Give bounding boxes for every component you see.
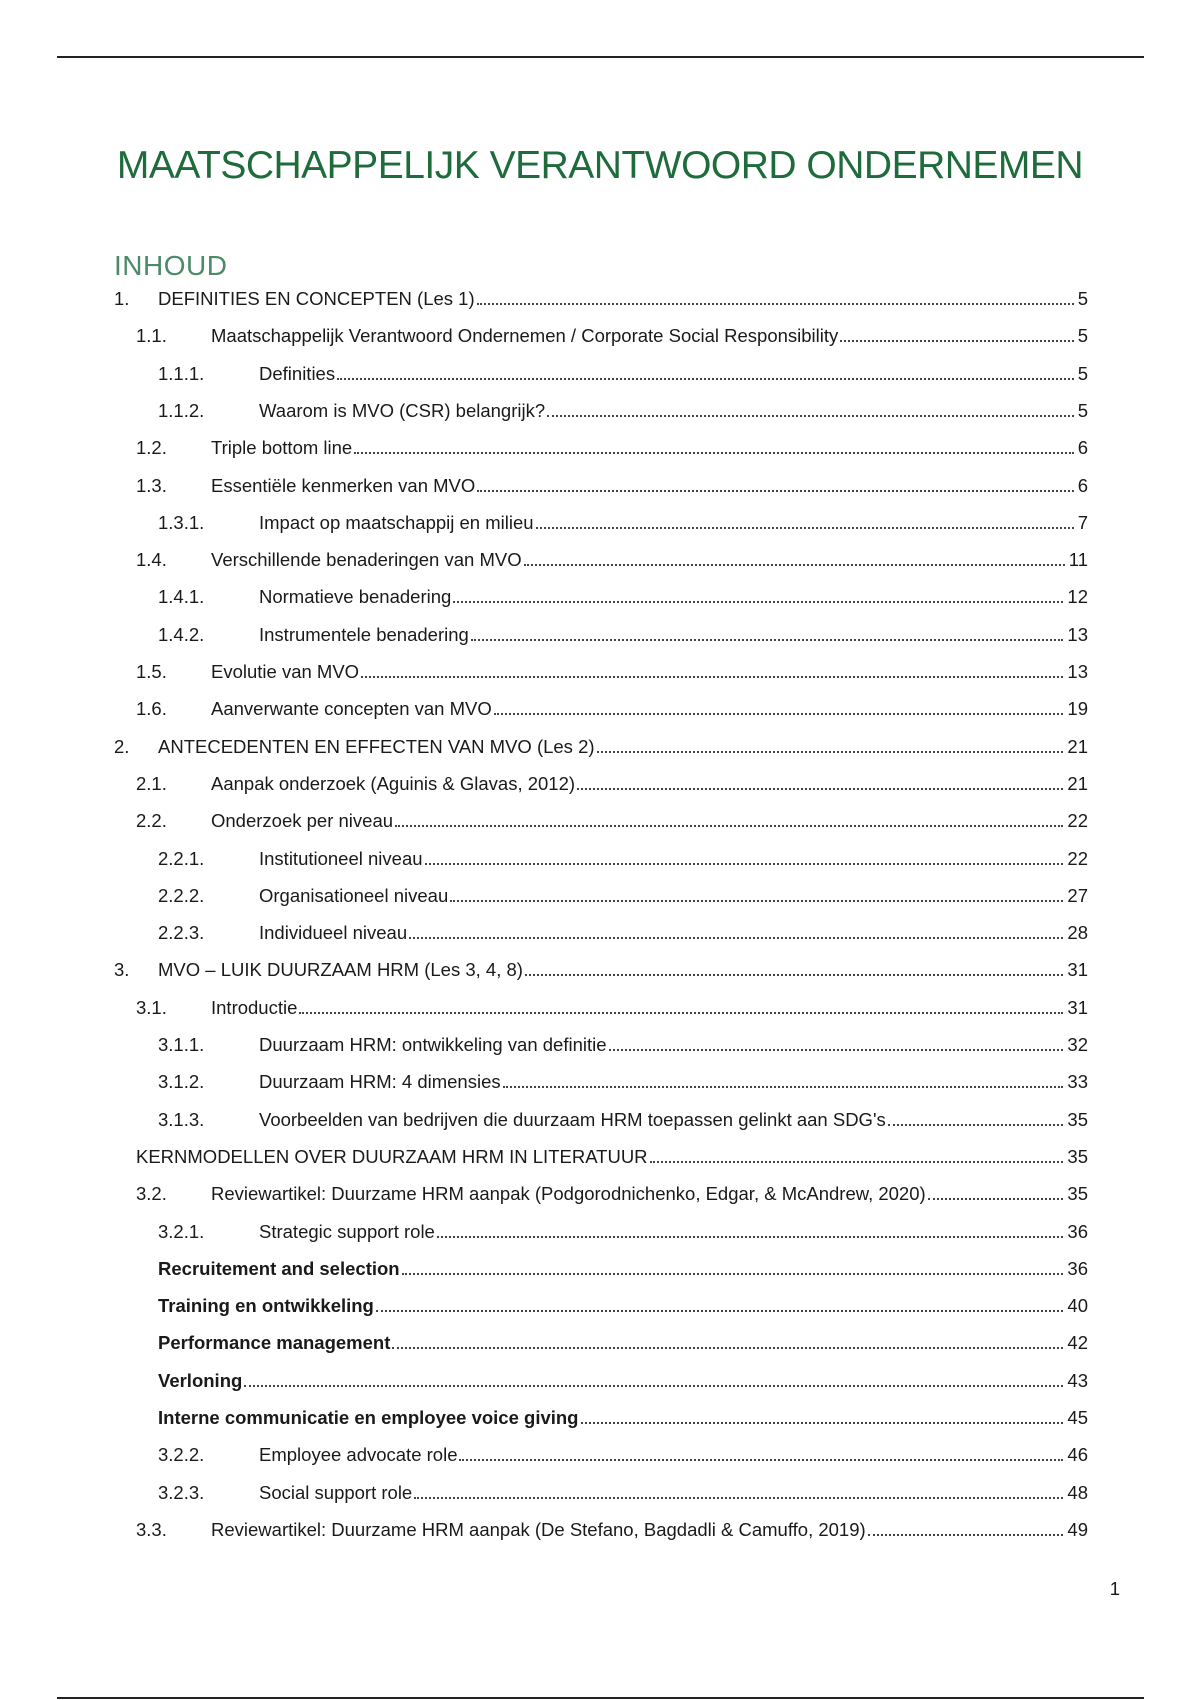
toc-entry-number: 1.4.1. bbox=[158, 586, 205, 608]
toc-entry-number: 3.1.1. bbox=[158, 1034, 205, 1055]
toc-entry-number: 2.2. bbox=[136, 810, 167, 832]
toc-entry[interactable] bbox=[158, 915, 1088, 945]
toc-entry-title: Organisationeel niveau bbox=[259, 884, 449, 906]
toc-dot-leader bbox=[494, 713, 1064, 715]
toc-entry-title: Aanverwante concepten van MVO bbox=[211, 698, 492, 720]
toc-entry-page: 12 bbox=[1067, 586, 1088, 608]
toc-entry[interactable] bbox=[136, 1176, 1088, 1206]
document-title: MAATSCHAPPELIJK VERANTWOORD ONDERNEMEN bbox=[116, 144, 1084, 188]
toc-dot-leader bbox=[376, 1310, 1064, 1312]
toc-entry-page: 36 bbox=[1067, 1220, 1088, 1242]
toc-entry[interactable] bbox=[136, 803, 1088, 833]
toc-heading: INHOUD bbox=[114, 250, 228, 281]
toc-entry-number: 2.1. bbox=[136, 772, 167, 794]
toc-entry-title: Triple bottom line bbox=[211, 437, 353, 459]
toc-dot-leader bbox=[525, 974, 1063, 976]
toc-dot-leader bbox=[577, 788, 1063, 790]
toc-entry-page: 5 bbox=[1077, 362, 1088, 384]
toc-entry-title: Institutioneel niveau bbox=[259, 847, 423, 869]
toc-entry-page: 31 bbox=[1067, 996, 1088, 1018]
toc-entry[interactable] bbox=[114, 729, 1088, 759]
toc-entry-title: Reviewartikel: Duurzame HRM aanpak (De Stefano, Bagdadli & Camuffo, 2019) bbox=[211, 1518, 866, 1540]
toc-dot-leader bbox=[536, 527, 1074, 529]
toc-entry-title: Employee advocate role bbox=[259, 1444, 458, 1466]
toc-entry-page: 33 bbox=[1067, 1071, 1088, 1093]
toc-entry-number: 1.3.1. bbox=[158, 511, 205, 533]
toc-entry-title: Social support role bbox=[259, 1481, 413, 1503]
toc-entry[interactable] bbox=[136, 430, 1088, 460]
toc-entry-number: 1.4.2. bbox=[158, 623, 205, 645]
toc-entry-title: Essentiële kenmerken van MVO bbox=[211, 474, 476, 496]
toc-dot-leader bbox=[354, 452, 1073, 454]
toc-entry-page: 6 bbox=[1077, 474, 1088, 496]
toc-entry-title: Waarom is MVO (CSR) belangrijk? bbox=[259, 399, 546, 421]
toc-dot-leader bbox=[392, 1347, 1063, 1349]
toc-dot-leader bbox=[395, 825, 1063, 827]
toc-dot-leader bbox=[337, 378, 1074, 380]
toc-entry-title: DEFINITIES EN CONCEPTEN (Les 1) bbox=[158, 288, 475, 309]
toc-entry[interactable] bbox=[158, 878, 1088, 908]
footer-rule bbox=[57, 1697, 1144, 1699]
toc-entry-title: Individueel niveau bbox=[259, 922, 408, 944]
toc-dot-leader bbox=[409, 937, 1063, 939]
toc-entry-number: 1.1.2. bbox=[158, 399, 205, 421]
toc-entry-number: 1.2. bbox=[136, 437, 167, 459]
toc-dot-leader bbox=[471, 639, 1064, 641]
toc-entry-number: 3.2.3. bbox=[158, 1481, 205, 1503]
toc-entry-title: Duurzaam HRM: 4 dimensies bbox=[259, 1071, 501, 1093]
toc-entry-number: 2. bbox=[114, 735, 130, 757]
toc-entry[interactable] bbox=[136, 654, 1088, 684]
toc-entry-title: Voorbeelden van bedrijven die duurzaam HRM toepassen gelinkt aan SDG's bbox=[259, 1108, 886, 1130]
toc-entry[interactable] bbox=[158, 841, 1088, 871]
toc-entry[interactable] bbox=[158, 505, 1088, 535]
toc-entry-number: 3. bbox=[114, 959, 130, 981]
toc-dot-leader bbox=[547, 415, 1074, 417]
toc-entry-title: Verloning bbox=[158, 1369, 243, 1391]
toc-entry-title: Normatieve benadering bbox=[259, 586, 452, 608]
toc-entry-number: 3.1. bbox=[136, 996, 167, 1018]
toc-dot-leader bbox=[609, 1049, 1064, 1051]
toc-entry-number: 1.5. bbox=[136, 661, 167, 682]
toc-entry-page: 45 bbox=[1067, 1407, 1088, 1428]
toc-entry-title: Evolutie van MVO bbox=[211, 661, 360, 682]
toc-entry-number: 3.2.1. bbox=[158, 1220, 205, 1242]
toc-entry-page: 27 bbox=[1067, 884, 1088, 906]
toc-entry-page: 13 bbox=[1067, 661, 1088, 682]
toc-dot-leader bbox=[581, 1422, 1064, 1424]
toc-dot-leader bbox=[650, 1161, 1064, 1163]
toc-entry[interactable] bbox=[158, 1288, 1088, 1318]
toc-entry-number: 1.3. bbox=[136, 474, 167, 496]
toc-entry[interactable] bbox=[158, 579, 1088, 609]
toc-dot-leader bbox=[597, 751, 1064, 753]
toc-entry-number: 3.1.2. bbox=[158, 1071, 205, 1093]
toc-entry[interactable] bbox=[158, 1363, 1088, 1393]
toc-entry-title: Instrumentele benadering bbox=[259, 623, 469, 645]
toc-entry-title: Performance management bbox=[158, 1332, 391, 1354]
toc-entry[interactable] bbox=[114, 952, 1088, 982]
toc-entry-page: 5 bbox=[1077, 399, 1088, 421]
toc-entry-title: Maatschappelijk Verantwoord Ondernemen / Corporate Social Responsibility bbox=[211, 325, 839, 347]
page-number: 1 bbox=[1109, 1578, 1120, 1599]
toc-dot-leader bbox=[477, 303, 1074, 305]
toc-entry[interactable] bbox=[158, 1214, 1088, 1244]
toc-entry[interactable] bbox=[136, 318, 1088, 348]
toc-entry[interactable] bbox=[158, 1400, 1088, 1430]
toc-dot-leader bbox=[437, 1236, 1064, 1238]
toc-entry-page: 40 bbox=[1067, 1295, 1088, 1317]
toc-entry-number: 3.2.2. bbox=[158, 1444, 205, 1466]
toc-dot-leader bbox=[425, 863, 1064, 865]
header-rule bbox=[57, 56, 1144, 58]
toc-entry-page: 36 bbox=[1067, 1257, 1088, 1279]
toc-entry-title: ANTECEDENTEN EN EFFECTEN VAN MVO (Les 2) bbox=[158, 735, 595, 757]
toc-entry-page: 21 bbox=[1067, 735, 1088, 757]
toc-entry-title: Reviewartikel: Duurzame HRM aanpak (Podgorodnichenko, Edgar, & McAndrew, 2020) bbox=[211, 1183, 926, 1205]
toc-entry-title: Interne communicatie en employee voice giving bbox=[158, 1407, 579, 1428]
toc-entry[interactable] bbox=[158, 1102, 1088, 1132]
toc-entry[interactable] bbox=[136, 990, 1088, 1020]
toc-entry-title: Onderzoek per niveau bbox=[211, 810, 394, 832]
toc-entry[interactable] bbox=[136, 1512, 1088, 1542]
toc-entry-number: 1.1.1. bbox=[158, 362, 205, 384]
toc-dot-leader bbox=[888, 1124, 1064, 1126]
toc-dot-leader bbox=[414, 1497, 1063, 1499]
toc-entry[interactable] bbox=[114, 281, 1088, 311]
toc-entry-title: Impact op maatschappij en milieu bbox=[259, 511, 534, 533]
toc-entry-number: 2.2.3. bbox=[158, 922, 205, 944]
toc-entry-title: Introductie bbox=[211, 996, 298, 1018]
toc-entry-page: 13 bbox=[1067, 623, 1088, 645]
toc-entry-page: 31 bbox=[1067, 959, 1088, 981]
toc-entry-page: 48 bbox=[1067, 1481, 1088, 1503]
toc-dot-leader bbox=[450, 900, 1063, 902]
toc-dot-leader bbox=[459, 1459, 1063, 1461]
toc-entry-title: Verschillende benaderingen van MVO bbox=[211, 549, 522, 571]
toc-entry[interactable] bbox=[136, 1139, 1088, 1169]
toc-dot-leader bbox=[840, 340, 1073, 342]
toc-entry-number: 3.2. bbox=[136, 1183, 167, 1205]
toc-entry-number: 1.4. bbox=[136, 549, 167, 571]
toc-entry-page: 35 bbox=[1067, 1108, 1088, 1130]
toc-entry[interactable] bbox=[136, 691, 1088, 721]
toc-entry-title: KERNMODELLEN OVER DUURZAAM HRM IN LITERATUUR bbox=[136, 1145, 648, 1167]
toc-entry-number: 1.1. bbox=[136, 325, 167, 347]
toc-entry-page: 28 bbox=[1067, 922, 1088, 944]
toc-dot-leader bbox=[361, 676, 1063, 678]
toc-entry-number: 1. bbox=[114, 288, 130, 309]
toc-entry[interactable] bbox=[158, 1064, 1088, 1094]
toc-entry[interactable] bbox=[158, 1325, 1088, 1355]
toc-entry[interactable] bbox=[158, 356, 1088, 386]
toc-entry-page: 19 bbox=[1067, 698, 1088, 720]
toc-entry-page: 46 bbox=[1067, 1444, 1088, 1466]
toc-entry-title: Aanpak onderzoek (Aguinis & Glavas, 2012) bbox=[211, 772, 576, 794]
toc-dot-leader bbox=[244, 1385, 1063, 1387]
toc-dot-leader bbox=[402, 1273, 1064, 1275]
toc-entry-page: 49 bbox=[1067, 1518, 1088, 1540]
toc-dot-leader bbox=[868, 1534, 1064, 1536]
toc-entry-page: 42 bbox=[1067, 1332, 1088, 1354]
toc-entry-number: 2.2.2. bbox=[158, 884, 205, 906]
toc-entry-page: 5 bbox=[1077, 325, 1088, 347]
toc-entry-number: 1.6. bbox=[136, 698, 167, 720]
toc-dot-leader bbox=[477, 490, 1073, 492]
toc-entry-page: 6 bbox=[1077, 437, 1088, 459]
toc-entry-title: Training en ontwikkeling bbox=[158, 1295, 374, 1317]
toc-entry-page: 21 bbox=[1067, 772, 1088, 794]
toc-entry-page: 43 bbox=[1067, 1369, 1088, 1391]
toc-entry-title: Strategic support role bbox=[259, 1220, 435, 1242]
toc-entry-number: 3.1.3. bbox=[158, 1108, 205, 1130]
toc-entry-title: Definities bbox=[259, 362, 336, 384]
toc-entry[interactable] bbox=[158, 1437, 1088, 1467]
toc-dot-leader bbox=[928, 1198, 1064, 1200]
toc-entry-title: MVO – LUIK DUURZAAM HRM (Les 3, 4, 8) bbox=[158, 959, 523, 981]
toc-entry[interactable] bbox=[136, 766, 1088, 796]
toc-entry[interactable] bbox=[136, 542, 1088, 572]
toc-entry-page: 35 bbox=[1067, 1145, 1088, 1167]
toc-entry-number: 2.2.1. bbox=[158, 847, 205, 869]
toc-entry-page: 5 bbox=[1077, 288, 1088, 309]
toc-entry-page: 22 bbox=[1067, 810, 1088, 832]
toc-entry-title: Duurzaam HRM: ontwikkeling van definitie bbox=[259, 1034, 607, 1055]
toc-entry-number: 3.3. bbox=[136, 1518, 167, 1540]
toc-dot-leader bbox=[453, 601, 1063, 603]
toc-entry[interactable] bbox=[158, 1251, 1088, 1281]
toc-entry-page: 11 bbox=[1068, 549, 1088, 571]
toc-dot-leader bbox=[503, 1086, 1064, 1088]
toc-entry-page: 7 bbox=[1077, 511, 1088, 533]
toc-entry[interactable] bbox=[158, 617, 1088, 647]
toc-entry[interactable] bbox=[158, 393, 1088, 423]
toc-entry[interactable] bbox=[136, 468, 1088, 498]
toc-dot-leader bbox=[299, 1012, 1063, 1014]
toc-entry-page: 35 bbox=[1067, 1183, 1088, 1205]
toc-entry[interactable] bbox=[158, 1475, 1088, 1505]
toc-entry-page: 22 bbox=[1067, 847, 1088, 869]
toc-dot-leader bbox=[524, 564, 1065, 566]
toc-entry-page: 32 bbox=[1067, 1034, 1088, 1055]
toc-entry[interactable] bbox=[158, 1027, 1088, 1057]
toc-entry-title: Recruitement and selection bbox=[158, 1257, 400, 1279]
